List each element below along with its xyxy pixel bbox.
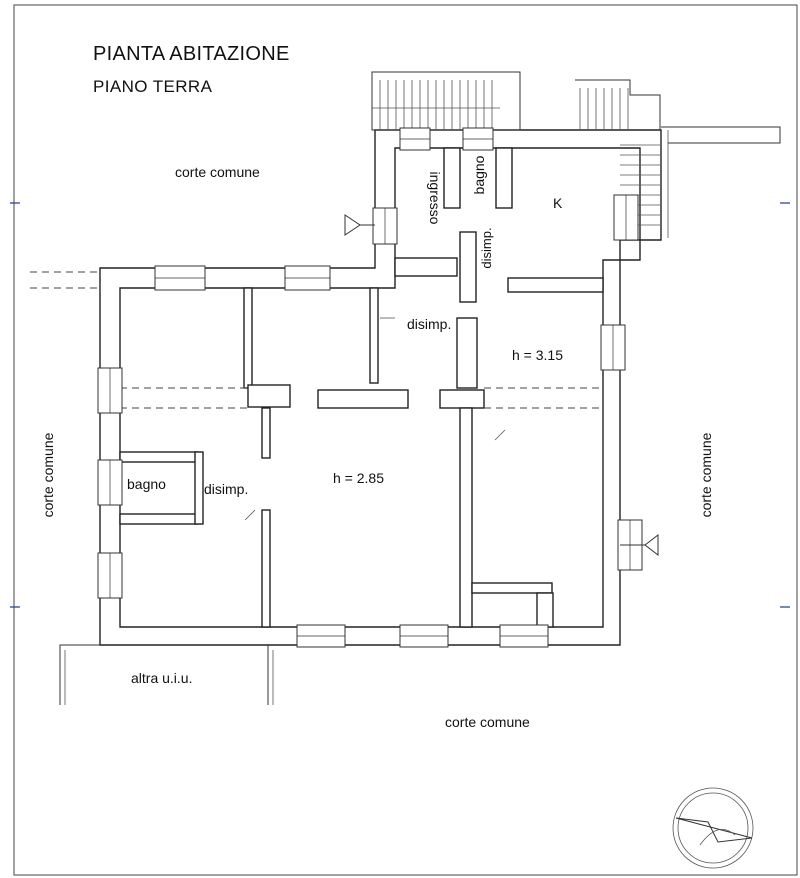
label-corte-comune-bottom: corte comune (445, 714, 530, 730)
stairs-top-left (372, 72, 520, 130)
label-corte-comune-left: corte comune (40, 432, 56, 518)
label-altra-uiu: altra u.i.u. (131, 670, 193, 686)
label-bagno-top: bagno (471, 155, 487, 195)
label-height-main: h = 2.85 (333, 470, 384, 486)
label-disimp-left: disimp. (204, 481, 249, 497)
label-bagno-left: bagno (127, 476, 166, 492)
compass-north-arrow-icon (673, 788, 753, 868)
label-corte-comune-right: corte comune (698, 432, 714, 518)
stairs-top-right (575, 80, 780, 238)
plan-title: PIANTA ABITAZIONE (93, 43, 290, 65)
label-corte-comune-top: corte comune (175, 164, 260, 180)
label-disimp-vertical: disimp. (479, 227, 494, 269)
label-disimp-mid: disimp. (407, 316, 452, 332)
label-ingresso: ingresso (427, 171, 443, 225)
plan-subtitle: PIANO TERRA (93, 77, 213, 96)
label-height-right: h = 3.15 (512, 347, 563, 363)
label-kitchen: K (553, 195, 563, 211)
